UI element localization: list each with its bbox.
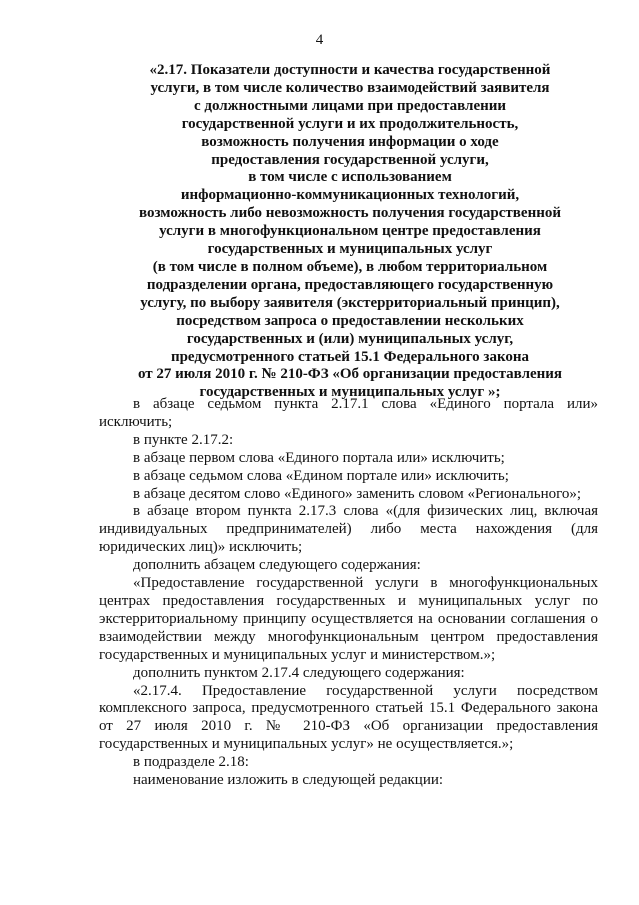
heading-line: возможность либо невозможность получения государственной [138, 205, 561, 222]
heading-line: предусмотренного статьей 15.1 Федерального закона [170, 348, 530, 365]
heading-line: предоставления государственной услуги, [211, 151, 489, 168]
heading-line: «2.17. Показатели доступности и качества государственной [149, 62, 551, 78]
heading-line: подразделении органа, предоставляющего государственную [146, 276, 554, 293]
heading-line: услуги, в том числе количество взаимодействий заявителя [150, 79, 550, 96]
heading-line: государственных и муниципальных услуг »; [199, 384, 501, 401]
document-body [99, 396, 598, 790]
heading-line: от 27 июля 2010 г. № 210-ФЗ «Об организации предоставления [137, 366, 563, 383]
paragraph: в абзаце седьмом пункта 2.17.1 слова «Единого портала или» исключить; [99, 396, 598, 430]
heading-line: государственных и (или) муниципальных услуг, [186, 330, 514, 347]
section-heading [110, 62, 590, 402]
heading-line: государственных и муниципальных услуг [207, 241, 493, 258]
heading-line: посредством запроса о предоставлении нескольких [176, 312, 524, 329]
page-number: 4 [315, 32, 324, 48]
paragraph: в абзаце десятом слово «Единого» заменить словом «Регионального»; [133, 485, 582, 502]
heading-line: услуги в многофункциональном центре предоставления [159, 223, 541, 240]
heading-line: (в том числе в полном объеме), в любом территориальном [152, 258, 548, 275]
heading-line: в том числе с использованием [248, 169, 452, 186]
paragraph: наименование изложить в следующей редакции: [133, 772, 444, 789]
quoted-paragraph: «2.17.4. Предоставление государственной услуги посредством комплексного запроса, предусмотренного статьей 15.1 Федерального закона от 27 июля 2010 г. № 210-ФЗ «Об организации предоставления государственных и муниципальных услуг» не осуществляется.»; [99, 682, 598, 753]
paragraph: в абзаце седьмом слова «Едином портале или» исключить; [133, 467, 509, 484]
paragraph: в пункте 2.17.2: [133, 431, 234, 448]
paragraph: в абзаце втором пункта 2.17.3 слова «(для физических лиц, включая индивидуальных предпринимателей) либо места нахождения (для юридических лиц)» исключить; [99, 503, 598, 556]
heading-line: с должностными лицами при предоставлении [193, 97, 507, 114]
heading-line: информационно-коммуникационных технологий, [180, 187, 520, 204]
quoted-paragraph: «Предоставление государственной услуги в многофункциональных центрах предоставления государственных и муниципальных услуг по экстерриториальному принципу осуществляется на основании соглашения о взаимодействии между многофункциональным центром предоставления государственных и муниципальных услуг и министерством.»; [99, 575, 598, 663]
paragraph: в абзаце первом слова «Единого портала или» исключить; [133, 449, 505, 466]
heading-line: возможность получения информации о ходе [201, 133, 499, 150]
paragraph: дополнить пунктом 2.17.4 следующего содержания: [133, 664, 465, 681]
paragraph: дополнить абзацем следующего содержания: [133, 557, 421, 574]
heading-line: государственной услуги и их продолжительность, [181, 115, 519, 132]
paragraph: в подразделе 2.18: [133, 754, 249, 771]
heading-line: услугу, по выбору заявителя (экстерриториальный принцип), [140, 294, 560, 311]
